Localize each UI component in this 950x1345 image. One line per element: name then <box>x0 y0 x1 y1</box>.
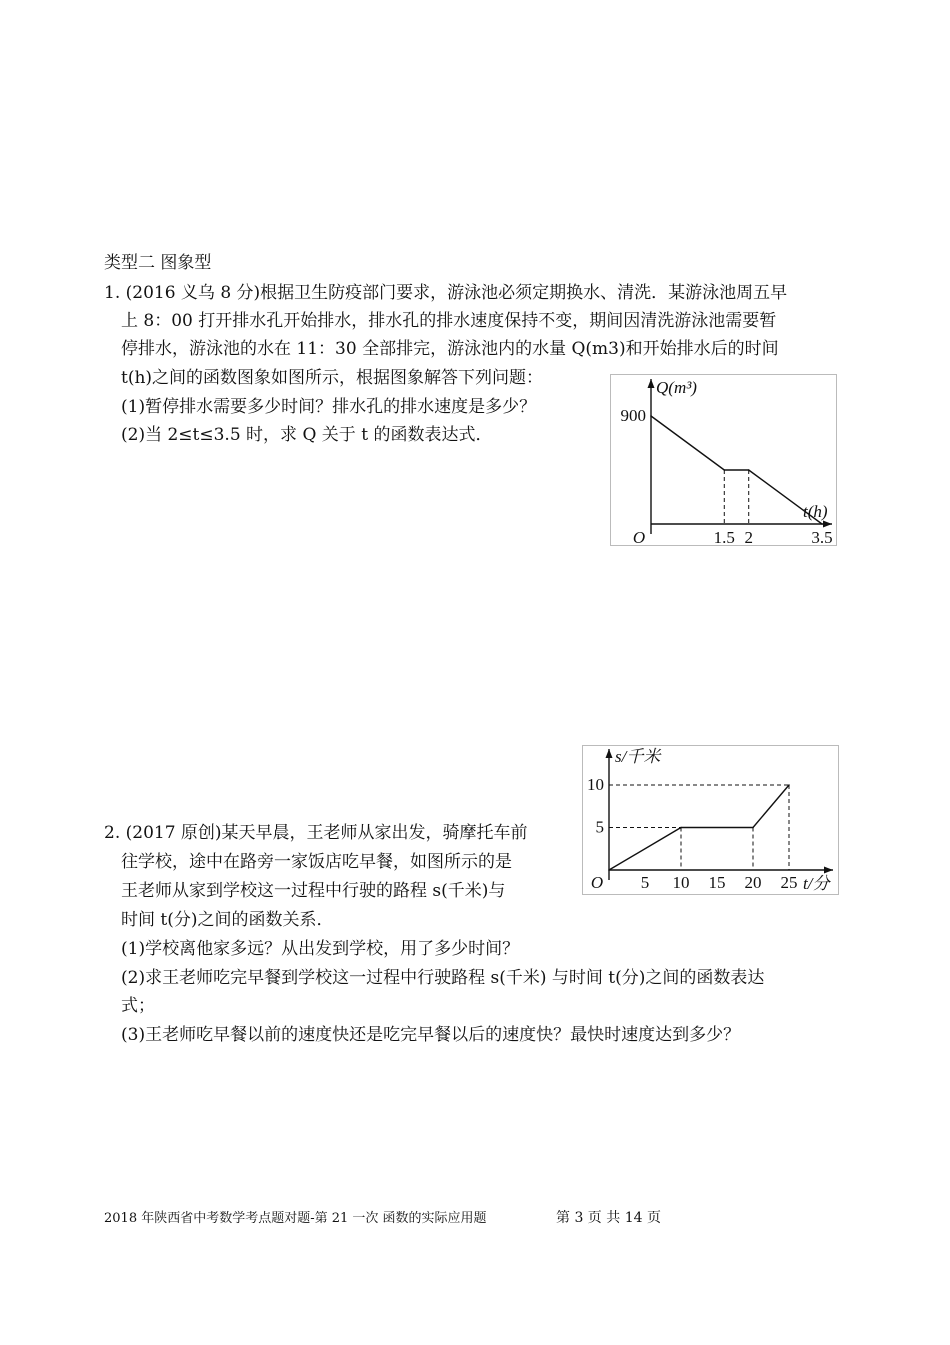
data-point <box>752 827 754 829</box>
q1-sub-2: (2)当 2≤t≤3.5 时，求 Q 关于 t 的函数表达式． <box>121 425 493 445</box>
q2-line-1: 2. (2017 原创)某天早晨，王老师从家出发，骑摩托车前 <box>104 823 528 843</box>
x-axis-arrow <box>823 521 832 528</box>
q2-line-2: 往学校，途中在路旁一家饭店吃早餐，如图所示的是 <box>121 852 512 872</box>
data-point <box>821 523 823 525</box>
x-tick-label: 10 <box>672 873 690 892</box>
chart-1-svg <box>611 375 836 545</box>
origin-label: O <box>632 528 646 545</box>
q2-sub-2a: (2)求王老师吃完早餐到学校这一过程中行驶路程 s(千米) 与时间 t(分)之间的函数表达 <box>121 968 765 988</box>
chart-2-svg <box>583 746 838 894</box>
footer-page: 第 3 页 共 14 页 <box>556 1210 661 1226</box>
y-tick-label: 5 <box>595 817 604 837</box>
q1-line-3: 停排水，游泳池的水在 11：30 全部排完，游泳池内的水量 Q(m3)和开始排水后的时间 <box>121 339 779 359</box>
q2-sub-2b: 式； <box>121 996 155 1016</box>
data-point <box>680 827 682 829</box>
x-axis-label: t/分 <box>803 874 830 893</box>
y-axis-arrow <box>606 749 613 758</box>
section-title: 类型二 图象型 <box>104 253 212 273</box>
x-tick-label: 15 <box>708 873 726 892</box>
x-axis-label: t(h) <box>803 502 828 521</box>
q1-sub-1: (1)暂停排水需要多少时间？排水孔的排水速度是多少？ <box>121 397 537 417</box>
chart-2 <box>582 745 839 895</box>
data-point <box>723 469 725 471</box>
q1-line-1: 1. (2016 义乌 8 分)根据卫生防疫部门要求，游泳池必须定期换水、清洗．某游泳池周五早 <box>104 283 788 303</box>
data-series-line <box>609 785 789 870</box>
x-tick-label: 20 <box>744 873 762 892</box>
footer-left: 2018 年陕西省中考数学考点题对题-第 21 一次 函数的实际应用题 <box>104 1211 487 1226</box>
q1-line-4: t(h)之间的函数图象如图所示，根据图象解答下列问题： <box>121 368 544 388</box>
data-point <box>788 784 790 786</box>
q2-sub-1: (1)学校离他家多远？从出发到学校，用了多少时间？ <box>121 939 520 959</box>
x-tick-label: 5 <box>640 873 650 892</box>
x-tick-label: 3.5 <box>811 528 833 545</box>
chart-1 <box>610 374 837 546</box>
data-point <box>608 869 610 871</box>
y-tick-label: 900 <box>620 406 646 425</box>
x-tick-label: 2 <box>744 528 753 545</box>
q2-sub-3: (3)王老师吃早餐以前的速度快还是吃完早餐以后的速度快？最快时速度达到多少？ <box>121 1025 741 1045</box>
origin-label: O <box>590 873 604 892</box>
q1-line-2: 上 8：00 打开排水孔开始排水，排水孔的排水速度保持不变，期间因清洗游泳池需要暂 <box>121 311 777 331</box>
y-axis-label: s/千米 <box>615 747 661 766</box>
y-axis-label: Q(m³) <box>656 378 697 397</box>
x-tick-label: 1.5 <box>713 528 735 545</box>
q2-line-3: 王老师从家到学校这一过程中行驶的路程 s(千米)与 <box>121 881 506 901</box>
x-axis-arrow <box>824 867 833 874</box>
data-point <box>748 469 750 471</box>
q2-line-4: 时间 t(分)之间的函数关系． <box>121 910 334 930</box>
data-point <box>650 415 652 417</box>
x-tick-label: 25 <box>780 873 798 892</box>
y-tick-label: 10 <box>587 775 604 794</box>
y-axis-arrow <box>648 379 655 388</box>
data-series-line <box>651 416 822 524</box>
